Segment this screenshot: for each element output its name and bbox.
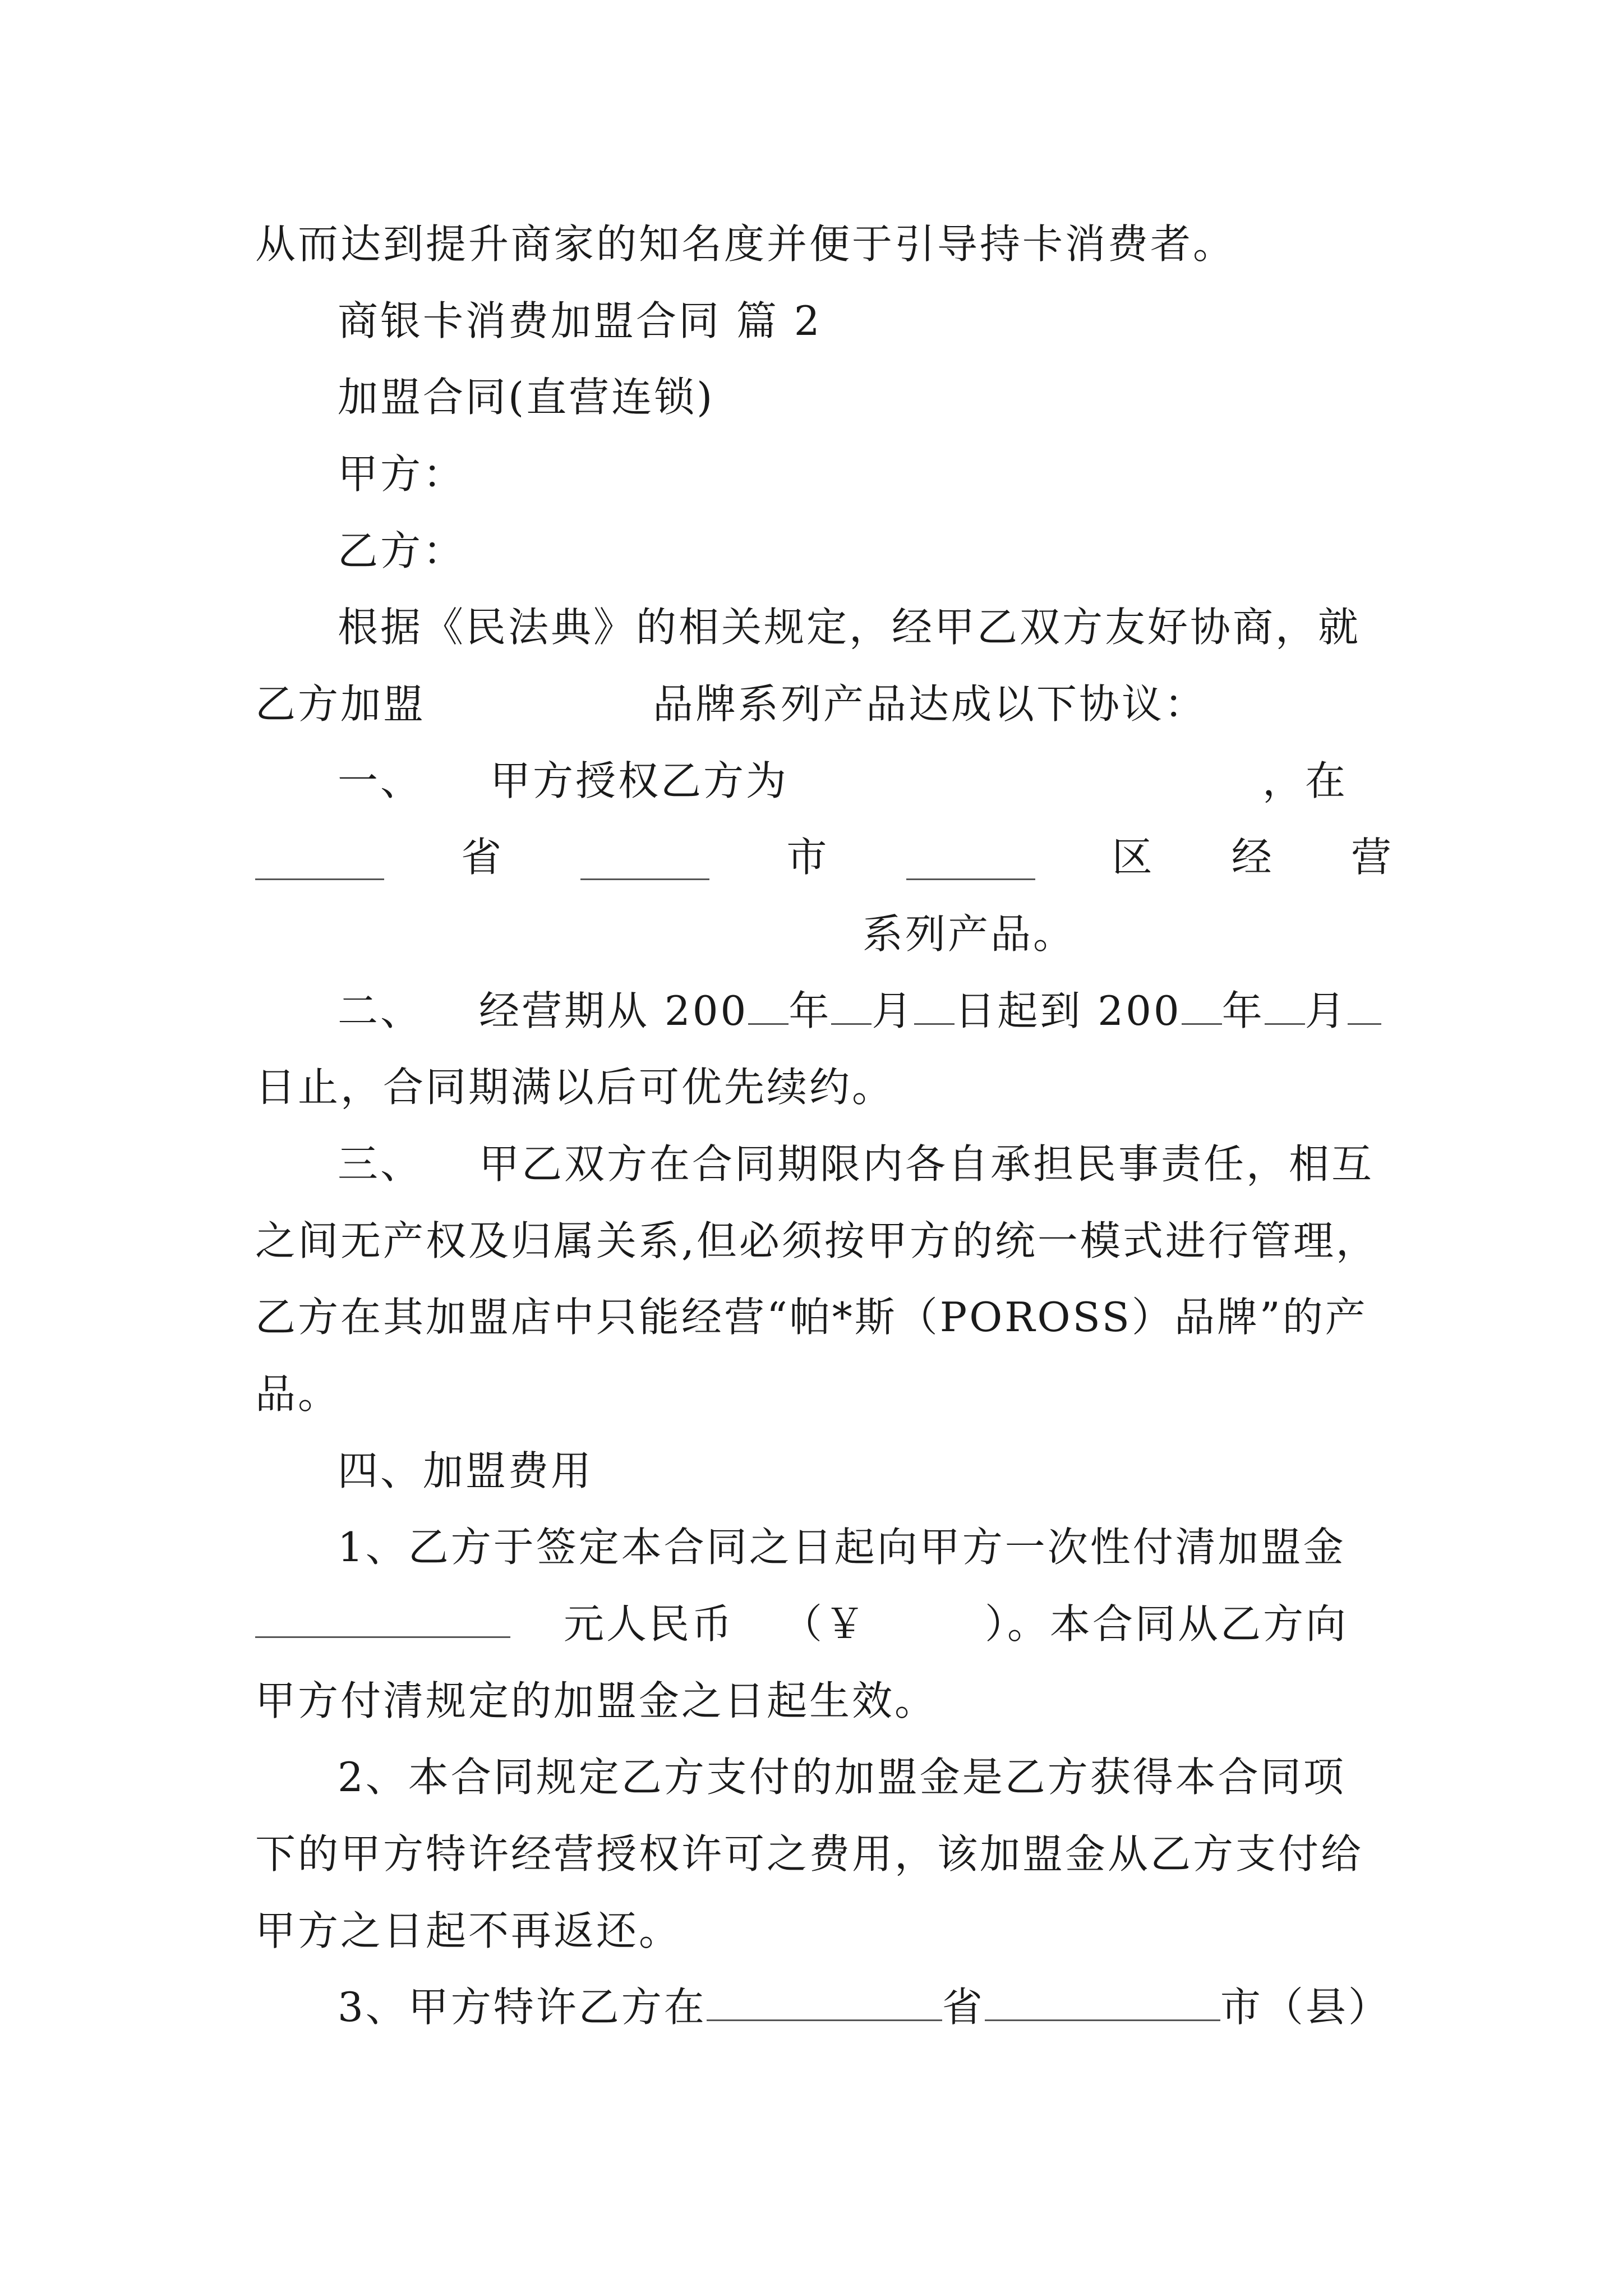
text-line: 乙方在其加盟店中只能经营“帕*斯（POROSS）品牌”的产 — [255, 1294, 1368, 1341]
clause-3-line-2 — [255, 1207, 1394, 1274]
text-line: 日止，合同期满以后可优先续约。 — [255, 1064, 895, 1111]
text-line: 乙方： — [338, 527, 466, 574]
text-line: 年 — [789, 987, 832, 1034]
amount-blank — [255, 1593, 510, 1638]
text-line: 之间无产权及归属关系,但必须按甲方的统一模式进行管理， — [255, 1217, 1378, 1264]
text-line: 日起到 200 — [955, 987, 1182, 1034]
day-blank — [1348, 979, 1381, 1025]
clause-1-line-2 — [255, 823, 1394, 891]
text-line: 3、甲方特许乙方在 — [338, 1984, 707, 2031]
section-title — [338, 287, 1394, 355]
text-line: 从而达到提升商家的知名度并便于引导持卡消费者。 — [255, 220, 1236, 268]
text-line: 甲乙双方在合同期限内各自承担民事责任，相互 — [479, 1140, 1375, 1188]
text-line: 根据《民法典》的相关规定，经甲乙双方友好协商，就 — [338, 604, 1361, 651]
text-line: 系列产品。 — [863, 910, 1076, 958]
text-line: ，在 — [1262, 757, 1348, 804]
text-line: 元人民币 — [564, 1600, 735, 1648]
text-line: 月 — [872, 987, 915, 1034]
text-line: 四、加盟费用 — [338, 1447, 594, 1494]
text-line: 品。 — [255, 1370, 341, 1418]
clause-number: 二、 — [338, 987, 423, 1034]
party-b-label — [338, 517, 1394, 585]
clause-3-line-4 — [255, 1360, 1394, 1428]
text-line: 1、乙方于签定本合同之日起向甲方一次性付清加盟金 — [338, 1524, 1346, 1571]
province-blank — [255, 835, 384, 880]
clause-2-line-1 — [338, 977, 1394, 1045]
text-line: 年 — [1221, 987, 1265, 1034]
section-heading-fees — [338, 1437, 1394, 1504]
text-line: 经营期从 200 — [479, 987, 749, 1034]
text-line: 市（县） — [1220, 1984, 1391, 2031]
text-line: 品牌系列产品达成以下协议： — [653, 680, 1207, 728]
party-a-label — [338, 440, 1394, 508]
clause-3-line-3 — [255, 1283, 1394, 1351]
text-line: 甲方之日起不再返还。 — [255, 1907, 682, 1954]
text-line: 下的甲方特许经营授权许可之费用，该加盟金从乙方支付给 — [255, 1830, 1364, 1878]
text-line: 甲方： — [338, 450, 466, 498]
fee-item-2-line-2 — [255, 1820, 1394, 1888]
text-line: 加盟合同(直营连锁) — [338, 374, 715, 421]
year-blank — [748, 979, 789, 1025]
month-blank — [1265, 979, 1305, 1025]
text-line: 省 — [461, 834, 504, 881]
year-blank — [1182, 979, 1222, 1025]
clause-number: 一、 — [338, 757, 423, 804]
fee-item-1-line-1 — [338, 1513, 1394, 1581]
text-line: 商银卡消费加盟合同 篇 2 — [338, 297, 822, 344]
clause-1-line-3 — [255, 900, 1394, 968]
fee-item-1-line-3 — [255, 1667, 1394, 1734]
text-line: 营 — [1350, 834, 1394, 881]
day-blank — [914, 979, 955, 1025]
month-blank — [831, 979, 872, 1025]
clause-number: 三、 — [338, 1140, 423, 1188]
text-line: 经 — [1231, 834, 1274, 881]
province-blank — [707, 1976, 942, 2021]
fee-item-3-line-1 — [338, 1973, 1394, 2041]
fee-item-1-line-2 — [255, 1590, 1394, 1658]
text-line: 2、本合同规定乙方支付的加盟金是乙方获得本合同项 — [338, 1754, 1346, 1801]
district-blank — [906, 835, 1035, 880]
paragraph-line-1 — [255, 210, 1394, 278]
text-line: 月 — [1304, 987, 1348, 1034]
clause-1-line-1 — [338, 747, 1394, 815]
preamble-line-1 — [338, 593, 1394, 661]
city-blank — [985, 1976, 1220, 2021]
text-line: （￥ — [782, 1600, 868, 1648]
text-line: 市 — [786, 834, 829, 881]
text-line: 省 — [942, 1984, 985, 2031]
clause-3-line-1 — [338, 1130, 1394, 1198]
contract-title — [338, 364, 1394, 431]
fee-item-2-line-3 — [255, 1897, 1394, 1964]
preamble-line-2 — [255, 670, 1394, 738]
clause-2-line-2 — [255, 1053, 1394, 1121]
text-line: 甲方授权乙方为 — [490, 757, 789, 804]
text-line: ）。本合同从乙方向 — [985, 1600, 1349, 1648]
fee-item-2-line-1 — [338, 1743, 1394, 1811]
text-line: 甲方付清规定的加盟金之日起生效。 — [255, 1677, 938, 1724]
text-line: 区 — [1112, 834, 1155, 881]
city-blank — [580, 835, 709, 880]
text-line: 乙方加盟 — [255, 680, 426, 728]
